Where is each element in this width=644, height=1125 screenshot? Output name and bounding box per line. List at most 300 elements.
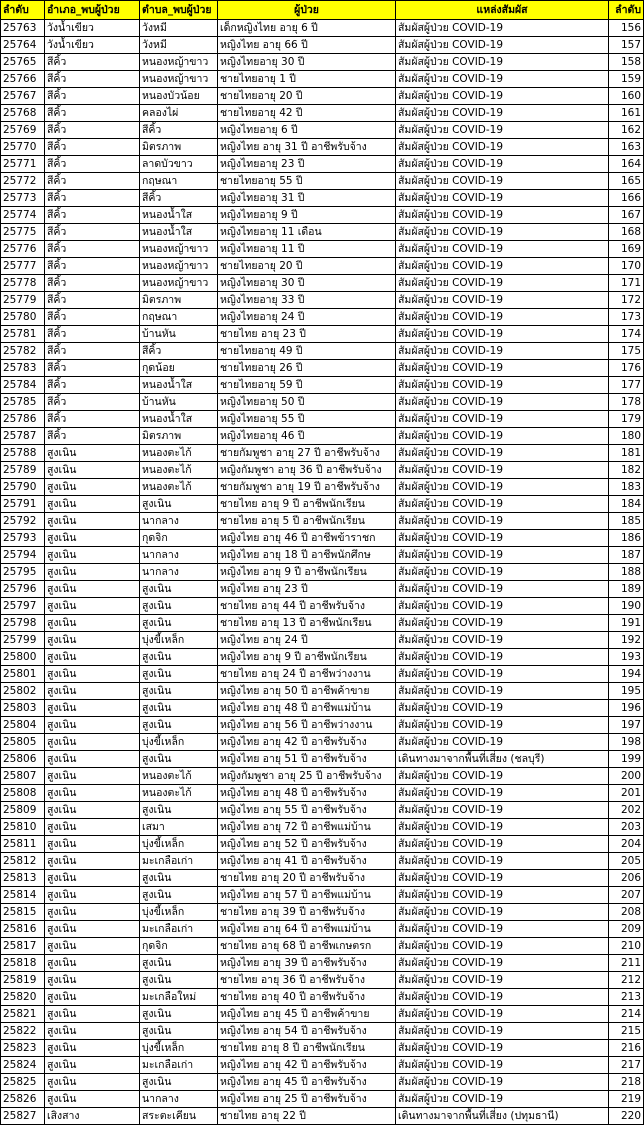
cell-subdistrict: บ้านหัน xyxy=(140,326,218,343)
cell-exposure-source: สัมผัสผู้ป่วย COVID-19 xyxy=(396,1074,609,1091)
cell-sequence: 196 xyxy=(609,700,644,717)
cell-patient: หญิงไทย อายุ 45 ปี อาชีพรับจ้าง xyxy=(218,1074,396,1091)
cell-district: สูงเนิน xyxy=(45,564,140,581)
cell-id: 25766 xyxy=(1,71,45,88)
cell-id: 25812 xyxy=(1,853,45,870)
table-row xyxy=(1,292,644,309)
cell-patient: หญิงไทย อายุ 50 ปี อาชีพค้าขาย xyxy=(218,683,396,700)
cell-patient: หญิงไทย อายุ 45 ปี อาชีพค้าขาย xyxy=(218,1006,396,1023)
cell-sequence: 203 xyxy=(609,819,644,836)
cell-subdistrict: สูงเนิน xyxy=(140,581,218,598)
cell-exposure-source: สัมผัสผู้ป่วย COVID-19 xyxy=(396,445,609,462)
cell-subdistrict: หนองตะไก้ xyxy=(140,768,218,785)
cell-exposure-source: สัมผัสผู้ป่วย COVID-19 xyxy=(396,20,609,37)
cell-exposure-source: สัมผัสผู้ป่วย COVID-19 xyxy=(396,870,609,887)
cell-exposure-source: สัมผัสผู้ป่วย COVID-19 xyxy=(396,207,609,224)
cell-sequence: 170 xyxy=(609,258,644,275)
cell-id: 25801 xyxy=(1,666,45,683)
cell-exposure-source: สัมผัสผู้ป่วย COVID-19 xyxy=(396,649,609,666)
cell-district: สูงเนิน xyxy=(45,547,140,564)
cell-patient: ชายไทยอายุ 1 ปี xyxy=(218,71,396,88)
cell-district: สูงเนิน xyxy=(45,717,140,734)
table-row xyxy=(1,530,644,547)
cell-patient: หญิงไทยอายุ 46 ปี xyxy=(218,428,396,445)
cell-patient: หญิงไทยอายุ 50 ปี xyxy=(218,394,396,411)
table-row xyxy=(1,105,644,122)
cell-exposure-source: สัมผัสผู้ป่วย COVID-19 xyxy=(396,496,609,513)
cell-patient: ชายไทย อายุ 36 ปี อาชีพรับจ้าง xyxy=(218,972,396,989)
table-row xyxy=(1,989,644,1006)
header-patient: ผู้ป่วย xyxy=(218,1,396,20)
cell-subdistrict: มะเกลือเก่า xyxy=(140,921,218,938)
header-exposure-source: แหล่งสัมผัส xyxy=(396,1,609,20)
cell-district: สูงเนิน xyxy=(45,666,140,683)
table-row xyxy=(1,666,644,683)
cell-subdistrict: มะเกลือเก่า xyxy=(140,1057,218,1074)
cell-id: 25767 xyxy=(1,88,45,105)
cell-sequence: 207 xyxy=(609,887,644,904)
table-row xyxy=(1,547,644,564)
cell-exposure-source: สัมผัสผู้ป่วย COVID-19 xyxy=(396,190,609,207)
cell-exposure-source: สัมผัสผู้ป่วย COVID-19 xyxy=(396,326,609,343)
table-row xyxy=(1,734,644,751)
cell-patient: หญิงไทย อายุ 23 ปี xyxy=(218,581,396,598)
cell-district: สูงเนิน xyxy=(45,734,140,751)
cell-patient: หญิงไทย อายุ 51 ปี อาชีพรับจ้าง xyxy=(218,751,396,768)
table-row xyxy=(1,156,644,173)
cell-patient: ชายไทยอายุ 20 ปี xyxy=(218,88,396,105)
cell-subdistrict: หนองตะไก้ xyxy=(140,479,218,496)
table-body xyxy=(1,20,644,1125)
cell-district: สีคิ้ว xyxy=(45,292,140,309)
cell-patient: หญิงไทย อายุ 57 ปี อาชีพแม่บ้าน xyxy=(218,887,396,904)
cell-subdistrict: สูงเนิน xyxy=(140,802,218,819)
cell-id: 25795 xyxy=(1,564,45,581)
table-row xyxy=(1,1006,644,1023)
cell-patient: หญิงไทย อายุ 42 ปี อาชีพรับจ้าง xyxy=(218,1057,396,1074)
cell-district: สูงเนิน xyxy=(45,802,140,819)
cell-exposure-source: สัมผัสผู้ป่วย COVID-19 xyxy=(396,768,609,785)
cell-patient: ชายไทย อายุ 22 ปี xyxy=(218,1108,396,1125)
cell-district: สูงเนิน xyxy=(45,785,140,802)
table-row xyxy=(1,479,644,496)
cell-subdistrict: สูงเนิน xyxy=(140,887,218,904)
cell-subdistrict: หนองหญ้าขาว xyxy=(140,54,218,71)
cell-exposure-source: สัมผัสผู้ป่วย COVID-19 xyxy=(396,241,609,258)
cell-id: 25816 xyxy=(1,921,45,938)
cell-id: 25791 xyxy=(1,496,45,513)
cell-district: สีคิ้ว xyxy=(45,377,140,394)
cell-subdistrict: มิตรภาพ xyxy=(140,428,218,445)
cell-patient: ชายกัมพูชา อายุ 27 ปี อาชีพรับจ้าง xyxy=(218,445,396,462)
cell-exposure-source: สัมผัสผู้ป่วย COVID-19 xyxy=(396,683,609,700)
cell-sequence: 188 xyxy=(609,564,644,581)
cell-patient: หญิงกัมพูชา อายุ 36 ปี อาชีพรับจ้าง xyxy=(218,462,396,479)
cell-id: 25818 xyxy=(1,955,45,972)
table-row xyxy=(1,564,644,581)
cell-district: สูงเนิน xyxy=(45,1091,140,1108)
cell-id: 25827 xyxy=(1,1108,45,1125)
cell-id: 25821 xyxy=(1,1006,45,1023)
cell-sequence: 158 xyxy=(609,54,644,71)
cell-patient: หญิงไทยอายุ 6 ปี xyxy=(218,122,396,139)
cell-sequence: 165 xyxy=(609,173,644,190)
cell-district: สีคิ้ว xyxy=(45,241,140,258)
cell-subdistrict: นากลาง xyxy=(140,547,218,564)
cell-patient: ชายไทย อายุ 13 ปี อาชีพนักเรียน xyxy=(218,615,396,632)
cell-subdistrict: สูงเนิน xyxy=(140,1023,218,1040)
cell-subdistrict: กุดจิก xyxy=(140,530,218,547)
table-row xyxy=(1,37,644,54)
cell-sequence: 210 xyxy=(609,938,644,955)
cell-patient: ชายไทย อายุ 5 ปี อาชีพนักเรียน xyxy=(218,513,396,530)
cell-exposure-source: สัมผัสผู้ป่วย COVID-19 xyxy=(396,258,609,275)
cell-patient: ชายไทยอายุ 42 ปี xyxy=(218,105,396,122)
cell-subdistrict: เสมา xyxy=(140,819,218,836)
table-row xyxy=(1,122,644,139)
cell-id: 25803 xyxy=(1,700,45,717)
cell-subdistrict: กุดน้อย xyxy=(140,360,218,377)
cell-patient: หญิงไทยอายุ 24 ปี xyxy=(218,309,396,326)
cell-district: สูงเนิน xyxy=(45,479,140,496)
cell-district: สูงเนิน xyxy=(45,683,140,700)
cell-district: วังน้ำเขียว xyxy=(45,20,140,37)
cell-district: สีคิ้ว xyxy=(45,88,140,105)
table-row xyxy=(1,836,644,853)
cell-exposure-source: สัมผัสผู้ป่วย COVID-19 xyxy=(396,394,609,411)
cell-district: สูงเนิน xyxy=(45,904,140,921)
cell-subdistrict: สีคิ้ว xyxy=(140,122,218,139)
cell-sequence: 192 xyxy=(609,632,644,649)
cell-subdistrict: สูงเนิน xyxy=(140,649,218,666)
cell-exposure-source: สัมผัสผู้ป่วย COVID-19 xyxy=(396,819,609,836)
cell-patient: ชายไทยอายุ 26 ปี xyxy=(218,360,396,377)
cell-district: สูงเนิน xyxy=(45,1023,140,1040)
table-row xyxy=(1,1040,644,1057)
cell-id: 25780 xyxy=(1,309,45,326)
cell-sequence: 209 xyxy=(609,921,644,938)
cell-patient: ชายไทย อายุ 68 ปี อาชีพเกษตรก xyxy=(218,938,396,955)
table-row xyxy=(1,649,644,666)
cell-sequence: 195 xyxy=(609,683,644,700)
table-row xyxy=(1,853,644,870)
cell-subdistrict: สูงเนิน xyxy=(140,496,218,513)
table-row xyxy=(1,1091,644,1108)
header-row xyxy=(1,1,644,20)
cell-sequence: 208 xyxy=(609,904,644,921)
table-row xyxy=(1,20,644,37)
cell-sequence: 184 xyxy=(609,496,644,513)
cell-subdistrict: สูงเนิน xyxy=(140,751,218,768)
cell-sequence: 213 xyxy=(609,989,644,1006)
cell-sequence: 186 xyxy=(609,530,644,547)
cell-exposure-source: สัมผัสผู้ป่วย COVID-19 xyxy=(396,734,609,751)
cell-subdistrict: กฤษณา xyxy=(140,173,218,190)
cell-exposure-source: เดินทางมาจากพื้นที่เสี่ยง (ปทุมธานี) xyxy=(396,1108,609,1125)
table-row xyxy=(1,394,644,411)
cell-subdistrict: นากลาง xyxy=(140,513,218,530)
cell-district: สีคิ้ว xyxy=(45,428,140,445)
table-row xyxy=(1,768,644,785)
cell-id: 25826 xyxy=(1,1091,45,1108)
table-row xyxy=(1,190,644,207)
cell-id: 25771 xyxy=(1,156,45,173)
cell-patient: หญิงไทยอายุ 30 ปี xyxy=(218,275,396,292)
cell-exposure-source: สัมผัสผู้ป่วย COVID-19 xyxy=(396,836,609,853)
cell-sequence: 220 xyxy=(609,1108,644,1125)
cell-district: สูงเนิน xyxy=(45,853,140,870)
cell-subdistrict: สูงเนิน xyxy=(140,1074,218,1091)
cell-subdistrict: วังหมี xyxy=(140,37,218,54)
cell-patient: ชายไทยอายุ 49 ปี xyxy=(218,343,396,360)
cell-id: 25810 xyxy=(1,819,45,836)
cell-exposure-source: สัมผัสผู้ป่วย COVID-19 xyxy=(396,887,609,904)
cell-district: สูงเนิน xyxy=(45,598,140,615)
cell-sequence: 167 xyxy=(609,207,644,224)
cell-id: 25774 xyxy=(1,207,45,224)
cell-exposure-source: สัมผัสผู้ป่วย COVID-19 xyxy=(396,462,609,479)
cell-exposure-source: สัมผัสผู้ป่วย COVID-19 xyxy=(396,139,609,156)
cell-district: สีคิ้ว xyxy=(45,343,140,360)
cell-district: สูงเนิน xyxy=(45,649,140,666)
cell-exposure-source: สัมผัสผู้ป่วย COVID-19 xyxy=(396,955,609,972)
cell-subdistrict: หนองตะไก้ xyxy=(140,785,218,802)
table-row xyxy=(1,598,644,615)
cell-district: สีคิ้ว xyxy=(45,326,140,343)
cell-patient: ชายไทยอายุ 59 ปี xyxy=(218,377,396,394)
cell-id: 25790 xyxy=(1,479,45,496)
cell-sequence: 161 xyxy=(609,105,644,122)
cell-subdistrict: หนองน้ำใส xyxy=(140,224,218,241)
cell-exposure-source: สัมผัสผู้ป่วย COVID-19 xyxy=(396,377,609,394)
cell-sequence: 181 xyxy=(609,445,644,462)
table-row xyxy=(1,207,644,224)
cell-sequence: 200 xyxy=(609,768,644,785)
cell-sequence: 173 xyxy=(609,309,644,326)
table-row xyxy=(1,904,644,921)
cell-district: สูงเนิน xyxy=(45,972,140,989)
table-row xyxy=(1,751,644,768)
cell-subdistrict: มิตรภาพ xyxy=(140,139,218,156)
cell-subdistrict: สีคิ้ว xyxy=(140,190,218,207)
table-row xyxy=(1,377,644,394)
cell-subdistrict: วังหมี xyxy=(140,20,218,37)
cell-district: สีคิ้ว xyxy=(45,190,140,207)
cell-id: 25819 xyxy=(1,972,45,989)
cell-patient: หญิงไทย อายุ 48 ปี อาชีพแม่บ้าน xyxy=(218,700,396,717)
cell-district: สูงเนิน xyxy=(45,870,140,887)
table-row xyxy=(1,802,644,819)
cell-subdistrict: กุดจิก xyxy=(140,938,218,955)
cell-patient: หญิงไทย อายุ 66 ปี xyxy=(218,37,396,54)
cell-sequence: 216 xyxy=(609,1040,644,1057)
cell-district: สีคิ้ว xyxy=(45,173,140,190)
header-subdistrict: ตำบล_พบผู้ป่วย xyxy=(140,1,218,20)
cell-id: 25822 xyxy=(1,1023,45,1040)
cell-patient: หญิงไทย อายุ 42 ปี อาชีพรับจ้าง xyxy=(218,734,396,751)
cell-patient: ชายไทย อายุ 9 ปี อาชีพนักเรียน xyxy=(218,496,396,513)
cell-id: 25784 xyxy=(1,377,45,394)
cell-patient: หญิงไทย อายุ 72 ปี อาชีพแม่บ้าน xyxy=(218,819,396,836)
cell-subdistrict: สูงเนิน xyxy=(140,700,218,717)
cell-patient: ชายไทย อายุ 20 ปี อาชีพรับจ้าง xyxy=(218,870,396,887)
cell-sequence: 204 xyxy=(609,836,644,853)
cell-sequence: 215 xyxy=(609,1023,644,1040)
cell-exposure-source: สัมผัสผู้ป่วย COVID-19 xyxy=(396,122,609,139)
table-row xyxy=(1,1057,644,1074)
cell-district: สูงเนิน xyxy=(45,445,140,462)
cell-sequence: 199 xyxy=(609,751,644,768)
table-row xyxy=(1,938,644,955)
cell-patient: ชายไทย อายุ 40 ปี อาชีพรับจ้าง xyxy=(218,989,396,1006)
cell-id: 25794 xyxy=(1,547,45,564)
cell-patient: หญิงไทยอายุ 33 ปี xyxy=(218,292,396,309)
cell-id: 25806 xyxy=(1,751,45,768)
cell-patient: หญิงไทย อายุ 24 ปี xyxy=(218,632,396,649)
cell-subdistrict: คลองไผ่ xyxy=(140,105,218,122)
cell-district: สีคิ้ว xyxy=(45,224,140,241)
table-row xyxy=(1,1023,644,1040)
cell-patient: ชายไทย อายุ 8 ปี อาชีพนักเรียน xyxy=(218,1040,396,1057)
cell-id: 25764 xyxy=(1,37,45,54)
cell-district: สีคิ้ว xyxy=(45,360,140,377)
cell-subdistrict: หนองตะไก้ xyxy=(140,445,218,462)
cell-subdistrict: หนองหญ้าขาว xyxy=(140,71,218,88)
cell-exposure-source: สัมผัสผู้ป่วย COVID-19 xyxy=(396,802,609,819)
cell-district: สีคิ้ว xyxy=(45,258,140,275)
table-row xyxy=(1,411,644,428)
table-row xyxy=(1,717,644,734)
table-row xyxy=(1,921,644,938)
cell-exposure-source: สัมผัสผู้ป่วย COVID-19 xyxy=(396,717,609,734)
cell-district: สูงเนิน xyxy=(45,1057,140,1074)
cell-exposure-source: สัมผัสผู้ป่วย COVID-19 xyxy=(396,428,609,445)
table-row xyxy=(1,819,644,836)
table-row xyxy=(1,258,644,275)
cell-subdistrict: สูงเนิน xyxy=(140,666,218,683)
cell-district: สูงเนิน xyxy=(45,700,140,717)
cell-subdistrict: หนองตะไก้ xyxy=(140,462,218,479)
cell-id: 25796 xyxy=(1,581,45,598)
cell-patient: หญิงไทย อายุ 48 ปี อาชีพรับจ้าง xyxy=(218,785,396,802)
cell-patient: หญิงไทย อายุ 54 ปี อาชีพรับจ้าง xyxy=(218,1023,396,1040)
cell-district: สูงเนิน xyxy=(45,632,140,649)
cell-sequence: 212 xyxy=(609,972,644,989)
table-row xyxy=(1,581,644,598)
cell-patient: หญิงไทย อายุ 39 ปี อาชีพรับจ้าง xyxy=(218,955,396,972)
cell-district: เสิงสาง xyxy=(45,1108,140,1125)
cell-patient: หญิงไทยอายุ 23 ปี xyxy=(218,156,396,173)
cell-id: 25789 xyxy=(1,462,45,479)
cell-subdistrict: หนองหญ้าขาว xyxy=(140,241,218,258)
cell-subdistrict: สูงเนิน xyxy=(140,717,218,734)
cell-id: 25807 xyxy=(1,768,45,785)
table-row xyxy=(1,88,644,105)
cell-sequence: 174 xyxy=(609,326,644,343)
cell-exposure-source: สัมผัสผู้ป่วย COVID-19 xyxy=(396,224,609,241)
cell-district: สีคิ้ว xyxy=(45,275,140,292)
table-row xyxy=(1,224,644,241)
cell-district: สีคิ้ว xyxy=(45,411,140,428)
cell-subdistrict: บ้านหัน xyxy=(140,394,218,411)
cell-id: 25782 xyxy=(1,343,45,360)
cell-patient: หญิงไทยอายุ 55 ปี xyxy=(218,411,396,428)
cell-id: 25823 xyxy=(1,1040,45,1057)
table-row xyxy=(1,955,644,972)
cell-id: 25802 xyxy=(1,683,45,700)
cell-district: สูงเนิน xyxy=(45,615,140,632)
cell-subdistrict: หนองหญ้าขาว xyxy=(140,275,218,292)
table-row xyxy=(1,496,644,513)
cell-id: 25799 xyxy=(1,632,45,649)
cell-district: สูงเนิน xyxy=(45,887,140,904)
cell-sequence: 180 xyxy=(609,428,644,445)
cell-patient: หญิงไทยอายุ 9 ปี xyxy=(218,207,396,224)
table-row xyxy=(1,173,644,190)
cell-exposure-source: สัมผัสผู้ป่วย COVID-19 xyxy=(396,88,609,105)
cell-district: สูงเนิน xyxy=(45,1006,140,1023)
cell-exposure-source: สัมผัสผู้ป่วย COVID-19 xyxy=(396,479,609,496)
cell-sequence: 201 xyxy=(609,785,644,802)
cell-sequence: 198 xyxy=(609,734,644,751)
cell-district: สูงเนิน xyxy=(45,581,140,598)
cell-district: สูงเนิน xyxy=(45,751,140,768)
cell-district: วังน้ำเขียว xyxy=(45,37,140,54)
cell-id: 25824 xyxy=(1,1057,45,1074)
cell-id: 25770 xyxy=(1,139,45,156)
cell-district: สูงเนิน xyxy=(45,513,140,530)
cell-sequence: 190 xyxy=(609,598,644,615)
table-row xyxy=(1,513,644,530)
cell-patient: หญิงไทย อายุ 56 ปี อาชีพว่างงาน xyxy=(218,717,396,734)
table-row xyxy=(1,309,644,326)
table-row xyxy=(1,972,644,989)
cell-id: 25787 xyxy=(1,428,45,445)
cell-district: สูงเนิน xyxy=(45,938,140,955)
cell-exposure-source: สัมผัสผู้ป่วย COVID-19 xyxy=(396,411,609,428)
cell-exposure-source: สัมผัสผู้ป่วย COVID-19 xyxy=(396,105,609,122)
cell-exposure-source: สัมผัสผู้ป่วย COVID-19 xyxy=(396,564,609,581)
cell-id: 25769 xyxy=(1,122,45,139)
cell-exposure-source: สัมผัสผู้ป่วย COVID-19 xyxy=(396,156,609,173)
cell-id: 25768 xyxy=(1,105,45,122)
cell-district: สีคิ้ว xyxy=(45,54,140,71)
cell-subdistrict: กฤษณา xyxy=(140,309,218,326)
cell-sequence: 185 xyxy=(609,513,644,530)
cell-id: 25814 xyxy=(1,887,45,904)
cell-id: 25815 xyxy=(1,904,45,921)
cell-subdistrict: นากลาง xyxy=(140,1091,218,1108)
cell-id: 25785 xyxy=(1,394,45,411)
cell-sequence: 183 xyxy=(609,479,644,496)
cell-id: 25798 xyxy=(1,615,45,632)
cell-district: สูงเนิน xyxy=(45,530,140,547)
cell-patient: ชายไทยอายุ 20 ปี xyxy=(218,258,396,275)
cell-patient: ชายไทย อายุ 39 ปี อาชีพรับจ้าง xyxy=(218,904,396,921)
cell-sequence: 218 xyxy=(609,1074,644,1091)
table-row xyxy=(1,1108,644,1125)
cell-district: สูงเนิน xyxy=(45,955,140,972)
cell-exposure-source: สัมผัสผู้ป่วย COVID-19 xyxy=(396,700,609,717)
cell-id: 25817 xyxy=(1,938,45,955)
cell-exposure-source: สัมผัสผู้ป่วย COVID-19 xyxy=(396,666,609,683)
cell-subdistrict: สูงเนิน xyxy=(140,615,218,632)
cell-subdistrict: ลาดบัวขาว xyxy=(140,156,218,173)
cell-sequence: 187 xyxy=(609,547,644,564)
cell-patient: เด็กหญิงไทย อายุ 6 ปี xyxy=(218,20,396,37)
cell-patient: ชายไทย อายุ 24 ปี อาชีพว่างงาน xyxy=(218,666,396,683)
cell-subdistrict: บุ่งขี้เหล็ก xyxy=(140,904,218,921)
